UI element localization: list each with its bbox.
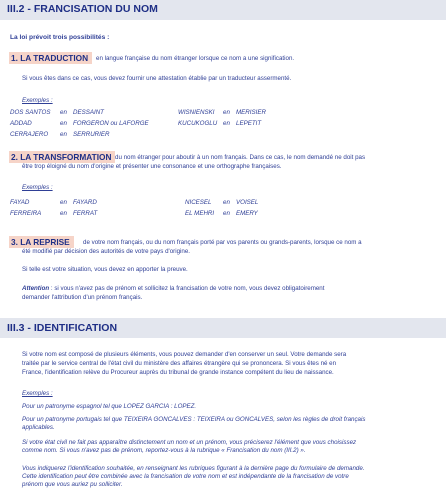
example-row: FAYAD en FAYARD: [10, 199, 97, 206]
example-row: DOS SANTOS en DESSAINT: [10, 109, 104, 116]
example-result: MERISIER: [236, 109, 266, 116]
transformation-text: du nom étranger pour aboutir à un nom français. Dans ce cas, le nom demandé ne doit pas: [115, 154, 366, 161]
traduction-note: Si vous êtes dans ce cas, vous devez fournir une attestation établie par un traducteur assermenté.: [22, 75, 292, 82]
attention-line-2: demander l'attribution d'un prénom français.: [22, 294, 143, 301]
example-result: EMERY: [236, 210, 258, 217]
identification-para-line: France, l'identification relève du Procureur auprès du tribunal de grande instance compétent du lieu de naissance.: [22, 369, 334, 376]
section-title-identification: III.3 - IDENTIFICATION: [7, 322, 118, 334]
example-name: NICESEL: [185, 199, 212, 206]
example-portuguese-2: applicables.: [22, 424, 55, 431]
example-row: ADDAD en FORGERON ou LAFORGE: [10, 120, 149, 127]
example-result: FAYARD: [73, 199, 97, 206]
reprise-note: Si telle est votre situation, vous devez en apporter la preuve.: [22, 266, 188, 273]
heading-transformation: 2. LA TRANSFORMATION: [9, 151, 115, 163]
identification-para-line: traitée par le service central de l'état civil du ministère des affaires étrangère qui se prononcera. Si vous êtes né en: [22, 360, 337, 367]
identification-note-line: Cette identification peut être combinée avec la francisation de votre nom et est indépendante de la francisation de votre: [22, 473, 349, 480]
transformation-text-2: être trop éloigné du nom d'origine et présenter une consonance et une orthographe françaises.: [22, 163, 282, 170]
example-row: NICESEL en VOISEL: [185, 199, 259, 206]
example-name: CERRAJERO: [10, 131, 49, 138]
example-row: KUCUKOGLU en LEPETIT: [178, 120, 262, 127]
example-name: FERREIRA: [10, 210, 42, 217]
example-result: FORGERON ou LAFORGE: [73, 120, 149, 127]
etat-civil-line: Si votre état civil ne fait pas apparaître distinctement un nom et un prénom, vous préciserez l'élément que vous choisissez: [22, 439, 357, 446]
reprise-text-2: été modifié par décision des autorités de votre pays d'origine.: [22, 248, 190, 255]
example-name: DOS SANTOS: [10, 109, 51, 116]
section-title-francisation: III.2 - FRANCISATION DU NOM: [7, 3, 158, 15]
example-row: EL MEHRI en EMERY: [185, 210, 258, 217]
traduction-text: en langue française du nom étranger lorsque ce nom a une signification.: [96, 55, 295, 62]
examples-label: Exemples :: [22, 97, 53, 104]
example-result: LEPETIT: [236, 120, 262, 127]
examples-label: Exemples :: [22, 184, 53, 191]
example-row: FERREIRA en FERRAT: [10, 210, 98, 217]
identification-note-line: Vous indiquerez l'identification souhaitée, en renseignant les rubriques figurant à la dernière page du formulaire de demande.: [22, 465, 365, 472]
example-row: WISNIENSKI en MERISIER: [178, 109, 266, 116]
attention-label: Attention: [22, 285, 50, 292]
example-name: FAYAD: [10, 199, 30, 206]
example-portuguese: Pour un patronyme portugais tel que TEIXEIRA GONCALVES : TEIXEIRA ou GONCALVES, selon les règles de droit français: [22, 416, 366, 423]
heading-traduction: 1. LA TRADUCTION: [9, 52, 92, 64]
identification-para-line: Si votre nom est composé de plusieurs éléments, vous pouvez demander d'en conserver un seul. Votre demande sera: [22, 351, 347, 358]
attention-line-1: Attention : si vous n'avez pas de prénom et sollicitez la francisation de votre nom, vous devez obligatoirement: [22, 285, 325, 292]
intro-text: La loi prévoit trois possibilités :: [10, 34, 110, 41]
reprise-text: de votre nom français, ou du nom français porté par vos parents ou grands-parents, lorsque ce nom a: [83, 239, 362, 246]
example-name: KUCUKOGLU: [178, 120, 218, 127]
example-result: DESSAINT: [73, 109, 104, 116]
example-result: FERRAT: [73, 210, 98, 217]
example-row: CERRAJERO en SERRURIER: [10, 131, 110, 138]
example-result: SERRURIER: [73, 131, 110, 138]
etat-civil-line: comme nom. Si vous n'avez pas de prénom, reportez-vous à la rubrique « Francisation du nom (III.2) ».: [22, 447, 306, 454]
heading-reprise: 3. LA REPRISE: [9, 236, 74, 248]
example-name: EL MEHRI: [185, 210, 215, 217]
example-spanish: Pour un patronyme espagnol tel que LOPEZ GARCIA : LOPEZ.: [22, 403, 197, 410]
example-name: ADDAD: [10, 120, 32, 127]
example-name: WISNIENSKI: [178, 109, 215, 116]
examples-label: Exemples :: [22, 390, 53, 397]
identification-note-line: prénom que vous auriez pu solliciter.: [22, 481, 123, 488]
example-result: VOISEL: [236, 199, 259, 206]
